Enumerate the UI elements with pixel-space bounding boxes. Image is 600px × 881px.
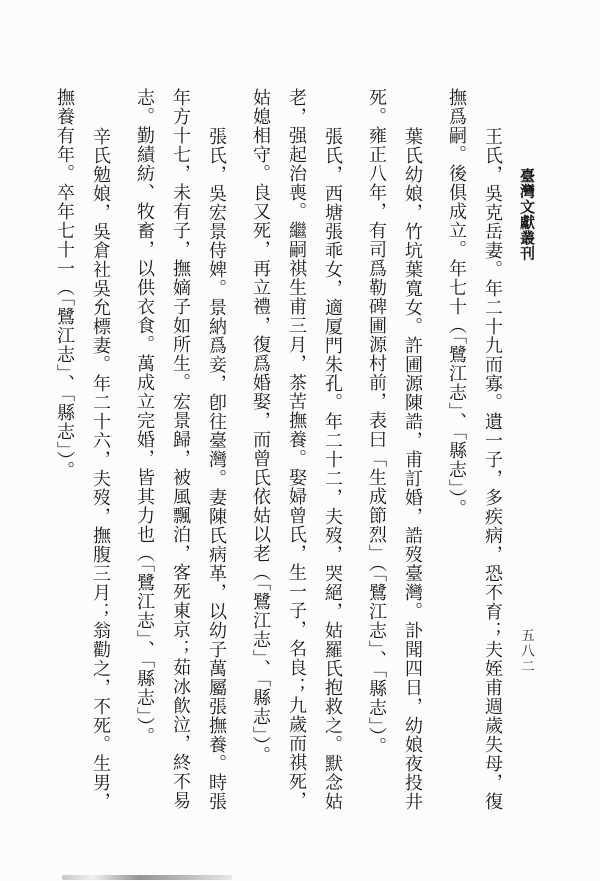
text-column: 志。勤績紡、牧畜，以供衣食。萬成立完婚，皆其力也（「鷺江志」、「縣志」）。 — [134, 88, 155, 746]
main-text-block — [46, 88, 510, 822]
text-column: 撫養有年。卒年七十一（「鷺江志」、「縣志」）。 — [54, 88, 75, 480]
scan-smudge-artifact — [62, 875, 232, 880]
paragraph-wang-shi — [438, 88, 510, 822]
page-number: 五八二 — [518, 628, 534, 675]
text-column: 葉氏幼娘，竹坑葉寬女。許圃源陳誥，甫訂婚，誥歿臺灣。訃聞四日，幼娘夜投井 — [402, 127, 423, 811]
paragraph-ye-shi — [358, 88, 430, 822]
text-column: 姑媳相守。良又死，再立禮，復爲婚娶，而曾氏依姑以老（「鷺江志」、「縣志」）。 — [250, 88, 271, 765]
paragraph-zhang-shi-zhu — [242, 88, 350, 822]
text-column: 死。雍正八年，有司爲勒碑圃源村前，表曰「生成節烈」（「鷺江志」、「縣志」）。 — [366, 88, 387, 756]
text-column: 辛氏勉娘，吳倉社吳允標妻。年二十六，夫歿，撫腹三月；翁勸之，不死。生男， — [90, 127, 111, 811]
text-column: 老，强起治喪。繼嗣祺生甫三月，茶苦撫養。娶婦曾氏，生一子，名良；九歲而祺死， — [286, 88, 307, 810]
text-column: 年方十七，未有子，撫嫡子如所生。宏景歸，被風飄泊，客死東京；茹冰飮泣，終不易 — [170, 88, 191, 810]
text-column: 撫爲嗣。後俱成立。年七十（「鷺江志」、「縣志」）。 — [446, 88, 467, 518]
text-column: 王氏，吳克岳妻。年二十九而寡。遺一子，多疾病，恐不育；夫姪甫週歲失母，復 — [482, 127, 503, 811]
text-column: 張氏，西塘張乖女，適厦門朱孔。年二十二，夫歿，哭絕，姑羅氏抱救之。默念姑 — [322, 127, 343, 811]
text-column: 張氏，吳宏景侍婢。景納爲妾，卽往臺灣。妻陳氏病革，以幼子萬屬張撫養。時張 — [206, 127, 227, 811]
book-series-title: 臺灣文獻叢刊 — [518, 168, 536, 261]
paragraph-zhang-shi-wu — [126, 88, 234, 822]
paragraph-xin-shi — [46, 88, 118, 822]
